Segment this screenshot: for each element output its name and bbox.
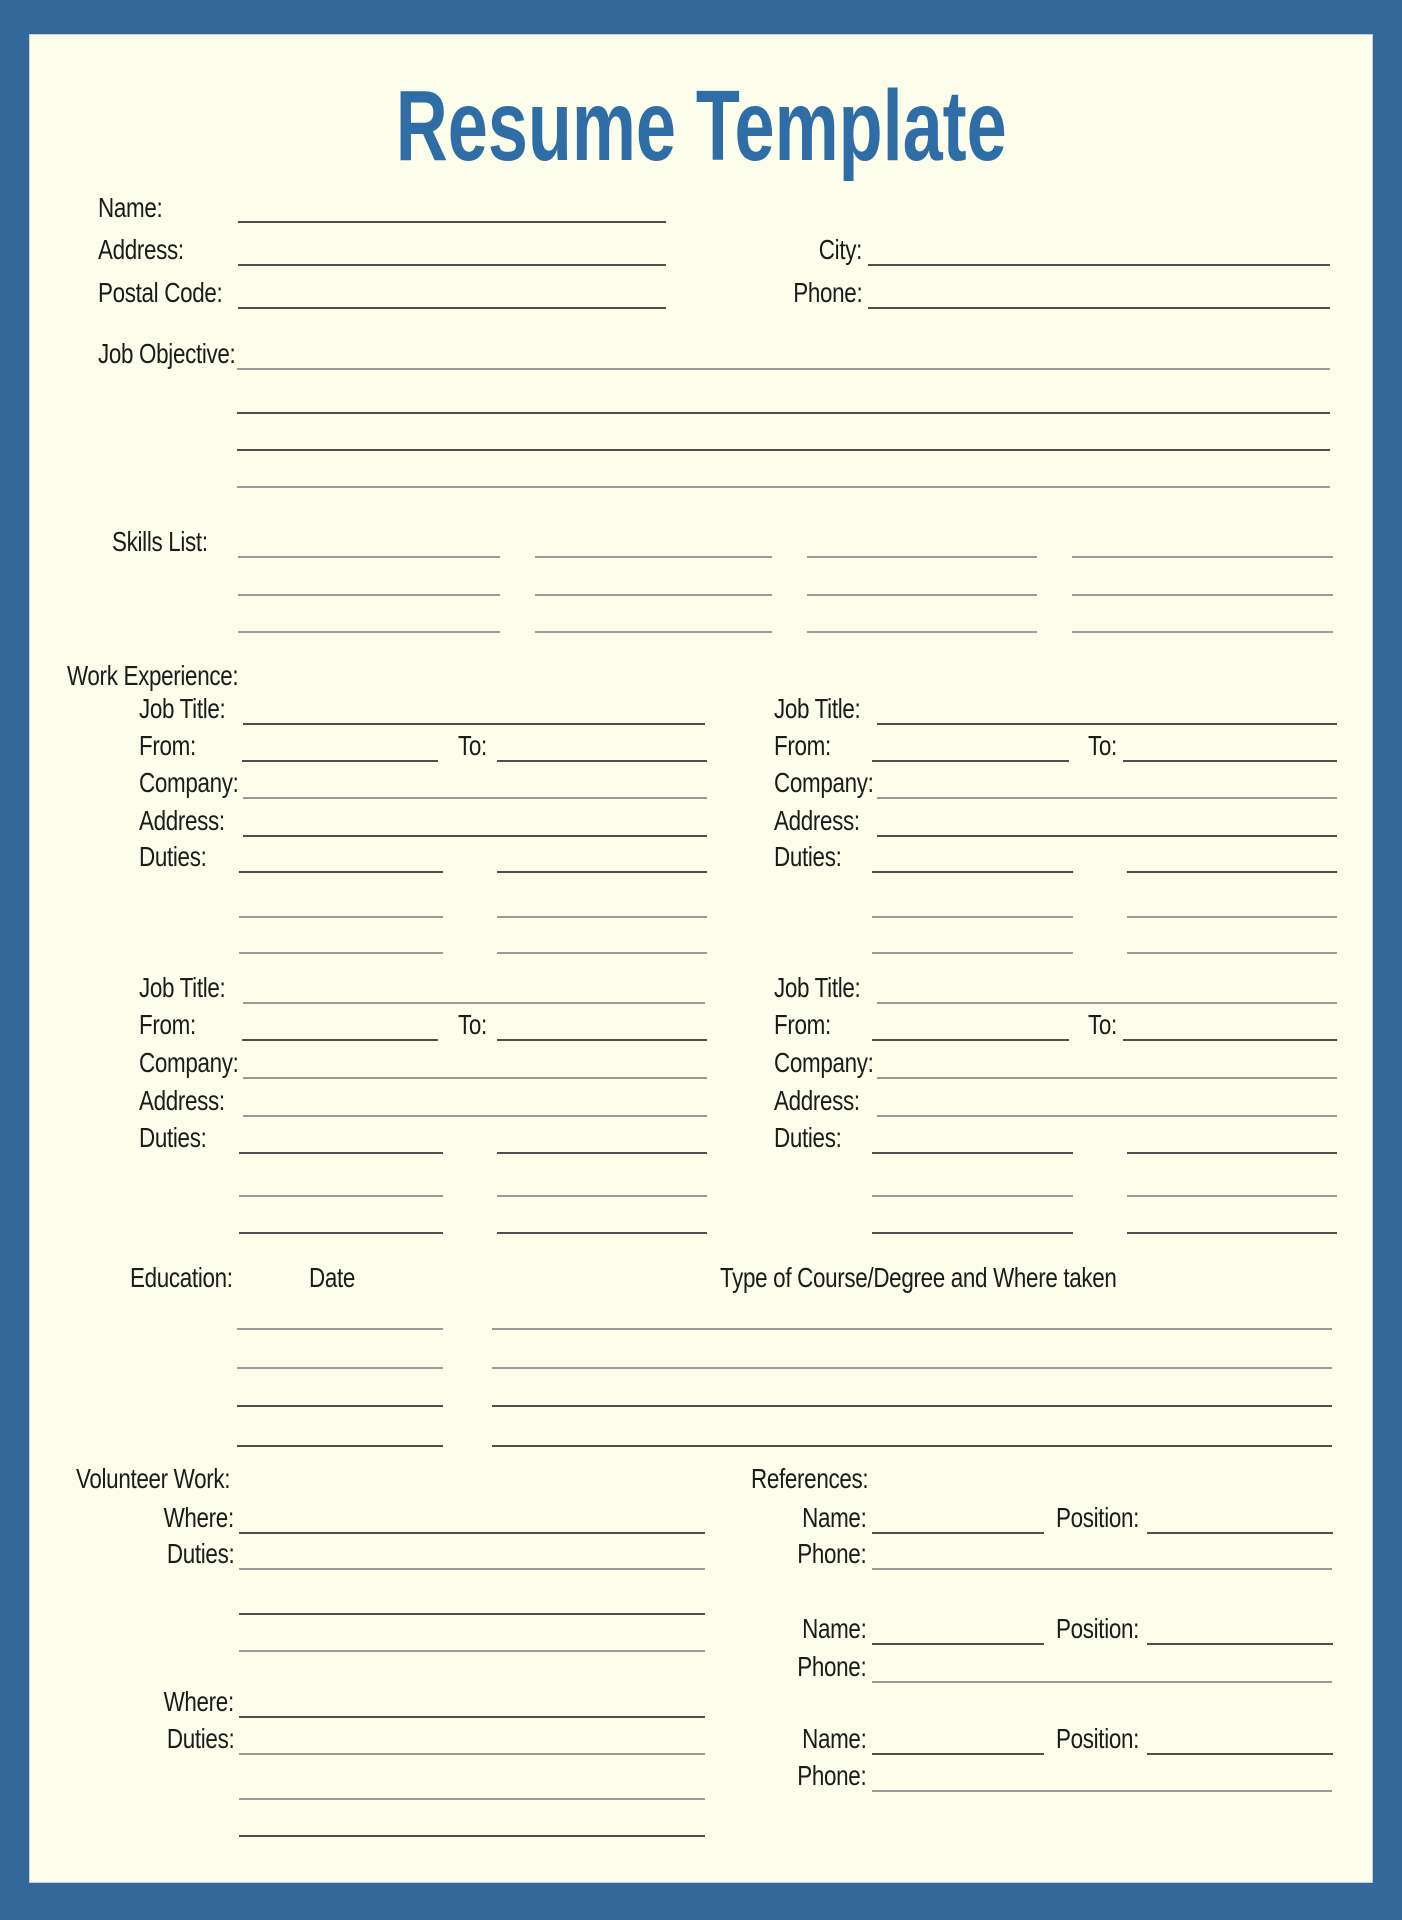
reference1-name-line[interactable] bbox=[872, 1532, 1044, 1534]
job2-duties-line-r1c2[interactable] bbox=[1127, 871, 1337, 873]
reference2-phone-label: Phone: bbox=[796, 1651, 866, 1682]
work-experience-label: Work Experience: bbox=[67, 660, 239, 691]
job4-duties-line-r3c1[interactable] bbox=[872, 1232, 1073, 1234]
page-title: Resume Template bbox=[395, 70, 1007, 182]
job4-address-line[interactable] bbox=[877, 1115, 1337, 1117]
job1-duties-line-r2c2[interactable] bbox=[497, 916, 707, 918]
job4-from-label: From: bbox=[774, 1009, 831, 1040]
volunteer2-duties-label: Duties: bbox=[166, 1723, 234, 1754]
skills-line-r1c3[interactable] bbox=[807, 556, 1037, 558]
address-label: Address: bbox=[98, 234, 184, 265]
skills-line-r2c1[interactable] bbox=[238, 594, 500, 596]
job4-duties-line-r2c1[interactable] bbox=[872, 1195, 1073, 1197]
postal-code-label: Postal Code: bbox=[98, 277, 223, 308]
education-course-line-3[interactable] bbox=[492, 1405, 1332, 1407]
job3-duties-line-r3c1[interactable] bbox=[239, 1232, 443, 1234]
job1-from-line[interactable] bbox=[242, 760, 438, 762]
job-objective-line-1[interactable] bbox=[237, 368, 1330, 370]
job1-company-line[interactable] bbox=[243, 797, 707, 799]
job2-company-label: Company: bbox=[774, 767, 874, 798]
job3-duties-line-r2c2[interactable] bbox=[497, 1195, 707, 1197]
education-date-line-4[interactable] bbox=[237, 1445, 443, 1447]
volunteer2-duties-line-1[interactable] bbox=[239, 1753, 705, 1755]
job1-to-line[interactable] bbox=[497, 760, 707, 762]
job1-company-label: Company: bbox=[139, 767, 239, 798]
job4-to-line[interactable] bbox=[1123, 1039, 1337, 1041]
job4-duties-line-r2c2[interactable] bbox=[1127, 1195, 1337, 1197]
job2-title-line[interactable] bbox=[877, 723, 1337, 725]
job2-address-label: Address: bbox=[774, 805, 860, 836]
job3-duties-line-r2c1[interactable] bbox=[239, 1195, 443, 1197]
address-field-line[interactable] bbox=[238, 264, 666, 266]
reference2-position-line[interactable] bbox=[1147, 1643, 1333, 1645]
job2-duties-line-r2c1[interactable] bbox=[872, 916, 1073, 918]
reference1-phone-line[interactable] bbox=[872, 1568, 1332, 1570]
job2-to-label: To: bbox=[1088, 730, 1117, 761]
job1-duties-line-r3c2[interactable] bbox=[497, 952, 707, 954]
reference3-position-label: Position: bbox=[1056, 1723, 1140, 1754]
volunteer-work-label: Volunteer Work: bbox=[76, 1463, 231, 1494]
job4-duties-line-r3c2[interactable] bbox=[1127, 1232, 1337, 1234]
job2-from-label: From: bbox=[774, 730, 831, 761]
job3-duties-line-r1c2[interactable] bbox=[497, 1152, 707, 1154]
city-label: City: bbox=[818, 234, 862, 265]
job4-from-line[interactable] bbox=[872, 1039, 1069, 1041]
job3-duties-line-r1c1[interactable] bbox=[239, 1152, 443, 1154]
job1-duties-label: Duties: bbox=[139, 841, 207, 872]
resume-sheet bbox=[30, 35, 1372, 1882]
job3-address-label: Address: bbox=[139, 1085, 225, 1116]
job3-from-label: From: bbox=[139, 1009, 196, 1040]
reference2-position-label: Position: bbox=[1056, 1613, 1140, 1644]
job-objective-line-3[interactable] bbox=[237, 449, 1330, 451]
education-date-header: Date bbox=[309, 1262, 356, 1293]
job2-address-line[interactable] bbox=[877, 835, 1337, 837]
reference3-position-line[interactable] bbox=[1147, 1753, 1333, 1755]
job3-company-label: Company: bbox=[139, 1047, 239, 1078]
reference1-phone-label: Phone: bbox=[796, 1538, 866, 1569]
job1-address-line[interactable] bbox=[243, 835, 707, 837]
job2-duties-label: Duties: bbox=[774, 841, 842, 872]
job3-to-line[interactable] bbox=[497, 1039, 707, 1041]
job2-company-line[interactable] bbox=[877, 797, 1337, 799]
job3-to-label: To: bbox=[458, 1009, 487, 1040]
job2-duties-line-r1c1[interactable] bbox=[872, 871, 1073, 873]
volunteer1-duties-line-3[interactable] bbox=[239, 1650, 705, 1652]
reference3-phone-label: Phone: bbox=[796, 1760, 866, 1791]
job-objective-label: Job Objective: bbox=[98, 338, 236, 369]
skills-line-r2c3[interactable] bbox=[807, 594, 1037, 596]
job3-duties-line-r3c2[interactable] bbox=[497, 1232, 707, 1234]
reference1-position-label: Position: bbox=[1056, 1502, 1140, 1533]
reference3-name-line[interactable] bbox=[872, 1753, 1044, 1755]
postal-code-field-line[interactable] bbox=[238, 307, 666, 309]
job3-company-line[interactable] bbox=[243, 1077, 707, 1079]
job4-title-line[interactable] bbox=[877, 1002, 1337, 1004]
job2-title-label: Job Title: bbox=[774, 693, 861, 724]
job4-company-line[interactable] bbox=[877, 1077, 1337, 1079]
job4-duties-line-r1c1[interactable] bbox=[872, 1152, 1073, 1154]
education-course-line-1[interactable] bbox=[492, 1328, 1332, 1330]
skills-line-r2c2[interactable] bbox=[535, 594, 772, 596]
volunteer1-duties-line-2[interactable] bbox=[239, 1613, 705, 1615]
skills-line-r3c1[interactable] bbox=[238, 631, 500, 633]
reference2-name-line[interactable] bbox=[872, 1643, 1044, 1645]
job3-title-label: Job Title: bbox=[139, 972, 226, 1003]
volunteer2-duties-line-3[interactable] bbox=[239, 1835, 705, 1837]
phone-label: Phone: bbox=[792, 277, 862, 308]
references-label: References: bbox=[751, 1463, 869, 1494]
job2-duties-line-r3c1[interactable] bbox=[872, 952, 1073, 954]
skills-line-r3c3[interactable] bbox=[807, 631, 1037, 633]
reference2-phone-line[interactable] bbox=[872, 1681, 1332, 1683]
education-course-line-4[interactable] bbox=[492, 1445, 1332, 1447]
name-field-line[interactable] bbox=[238, 221, 666, 223]
skills-line-r1c1[interactable] bbox=[238, 556, 500, 558]
reference1-name-label: Name: bbox=[801, 1502, 866, 1533]
volunteer1-duties-line-1[interactable] bbox=[239, 1568, 705, 1570]
job1-title-line[interactable] bbox=[243, 723, 705, 725]
reference3-name-label: Name: bbox=[801, 1723, 866, 1754]
skills-line-r3c2[interactable] bbox=[535, 631, 772, 633]
job1-duties-line-r1c1[interactable] bbox=[239, 871, 443, 873]
volunteer1-duties-label: Duties: bbox=[166, 1538, 234, 1569]
job1-to-label: To: bbox=[458, 730, 487, 761]
job4-to-label: To: bbox=[1088, 1009, 1117, 1040]
education-label: Education: bbox=[130, 1262, 233, 1293]
job3-address-line[interactable] bbox=[243, 1115, 707, 1117]
volunteer2-duties-line-2[interactable] bbox=[239, 1798, 705, 1800]
job1-duties-line-r2c1[interactable] bbox=[239, 916, 443, 918]
job4-duties-line-r1c2[interactable] bbox=[1127, 1152, 1337, 1154]
city-field-line[interactable] bbox=[868, 264, 1330, 266]
job2-to-line[interactable] bbox=[1123, 760, 1337, 762]
education-date-line-1[interactable] bbox=[237, 1328, 443, 1330]
job1-address-label: Address: bbox=[139, 805, 225, 836]
education-date-line-2[interactable] bbox=[237, 1367, 443, 1369]
education-date-line-3[interactable] bbox=[237, 1405, 443, 1407]
skills-line-r2c4[interactable] bbox=[1072, 594, 1333, 596]
volunteer1-where-line[interactable] bbox=[239, 1532, 705, 1534]
volunteer2-where-label: Where: bbox=[163, 1686, 234, 1717]
skills-line-r3c4[interactable] bbox=[1072, 631, 1333, 633]
job3-from-line[interactable] bbox=[242, 1039, 438, 1041]
job2-duties-line-r2c2[interactable] bbox=[1127, 916, 1337, 918]
reference2-name-label: Name: bbox=[801, 1613, 866, 1644]
job1-duties-line-r3c1[interactable] bbox=[239, 952, 443, 954]
job4-title-label: Job Title: bbox=[774, 972, 861, 1003]
job2-duties-line-r3c2[interactable] bbox=[1127, 952, 1337, 954]
reference1-position-line[interactable] bbox=[1147, 1532, 1333, 1534]
name-label: Name: bbox=[98, 192, 163, 223]
job1-duties-line-r1c2[interactable] bbox=[497, 871, 707, 873]
education-course-header: Type of Course/Degree and Where taken bbox=[720, 1262, 1117, 1293]
education-course-line-2[interactable] bbox=[492, 1367, 1332, 1369]
job4-address-label: Address: bbox=[774, 1085, 860, 1116]
volunteer2-where-line[interactable] bbox=[239, 1716, 705, 1718]
skills-line-r1c2[interactable] bbox=[535, 556, 772, 558]
job4-company-label: Company: bbox=[774, 1047, 874, 1078]
phone-field-line[interactable] bbox=[868, 307, 1330, 309]
volunteer1-where-label: Where: bbox=[163, 1502, 234, 1533]
job-objective-line-4[interactable] bbox=[237, 486, 1330, 488]
job4-duties-label: Duties: bbox=[774, 1122, 842, 1153]
job1-title-label: Job Title: bbox=[139, 693, 226, 724]
job-objective-line-2[interactable] bbox=[237, 412, 1330, 414]
job3-duties-label: Duties: bbox=[139, 1122, 207, 1153]
reference3-phone-line[interactable] bbox=[872, 1790, 1332, 1792]
job1-from-label: From: bbox=[139, 730, 196, 761]
job3-title-line[interactable] bbox=[243, 1002, 705, 1004]
skills-line-r1c4[interactable] bbox=[1072, 556, 1333, 558]
skills-list-label: Skills List: bbox=[112, 526, 208, 557]
job2-from-line[interactable] bbox=[872, 760, 1069, 762]
